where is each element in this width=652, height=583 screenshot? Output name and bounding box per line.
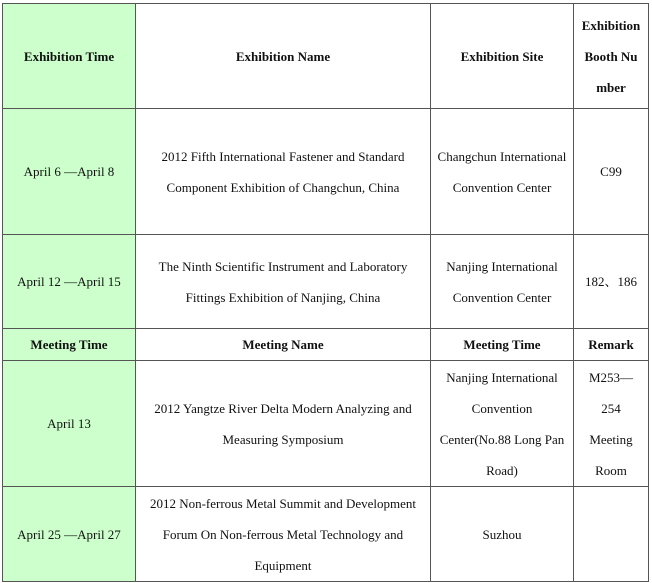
meeting-name-header: Meeting Name (136, 329, 431, 361)
exhibition-site-cell: Nanjing International Convention Center (431, 235, 574, 329)
exhibition-booth-cell: C99 (574, 109, 649, 235)
exhibition-header-row (3, 4, 649, 109)
meeting-name-cell: 2012 Yangtze River Delta Modern Analyzing and Measuring Symposium (136, 361, 431, 487)
exhibition-booth-header: Exhibition Booth Number (574, 4, 649, 109)
exhibition-site-header: Exhibition Site (431, 4, 574, 109)
exhibition-time-header: Exhibition Time (3, 4, 136, 109)
table-row (3, 235, 649, 329)
exhibition-time-cell: April 12 —April 15 (3, 235, 136, 329)
table-row (3, 487, 649, 582)
exhibition-name-cell: 2012 Fifth International Fastener and Standard Component Exhibition of Changchun, China (136, 109, 431, 235)
exhibition-name-header: Exhibition Name (136, 4, 431, 109)
meeting-name-cell: 2012 Non-ferrous Metal Summit and Development Forum On Non-ferrous Metal Technology and Equipment (136, 487, 431, 582)
meeting-remark-header: Remark (574, 329, 649, 361)
meeting-time-header: Meeting Time (3, 329, 136, 361)
meeting-site-cell: Nanjing International Convention Center(No.88 Long Pan Road) (431, 361, 574, 487)
exhibition-name-cell: The Ninth Scientific Instrument and Laboratory Fittings Exhibition of Nanjing, China (136, 235, 431, 329)
meeting-remark-cell: M253—254 Meeting Room (574, 361, 649, 487)
meeting-header-row (3, 329, 649, 361)
meeting-time-cell: April 25 —April 27 (3, 487, 136, 582)
table-row (3, 109, 649, 235)
meeting-remark-cell (574, 487, 649, 582)
exhibition-meeting-table (2, 3, 649, 582)
exhibition-time-cell: April 6 —April 8 (3, 109, 136, 235)
meeting-time-cell: April 13 (3, 361, 136, 487)
exhibition-booth-cell: 182、186 (574, 235, 649, 329)
meeting-site-header: Meeting Time (431, 329, 574, 361)
table-row (3, 361, 649, 487)
exhibition-site-cell: Changchun International Convention Center (431, 109, 574, 235)
meeting-site-cell: Suzhou (431, 487, 574, 582)
